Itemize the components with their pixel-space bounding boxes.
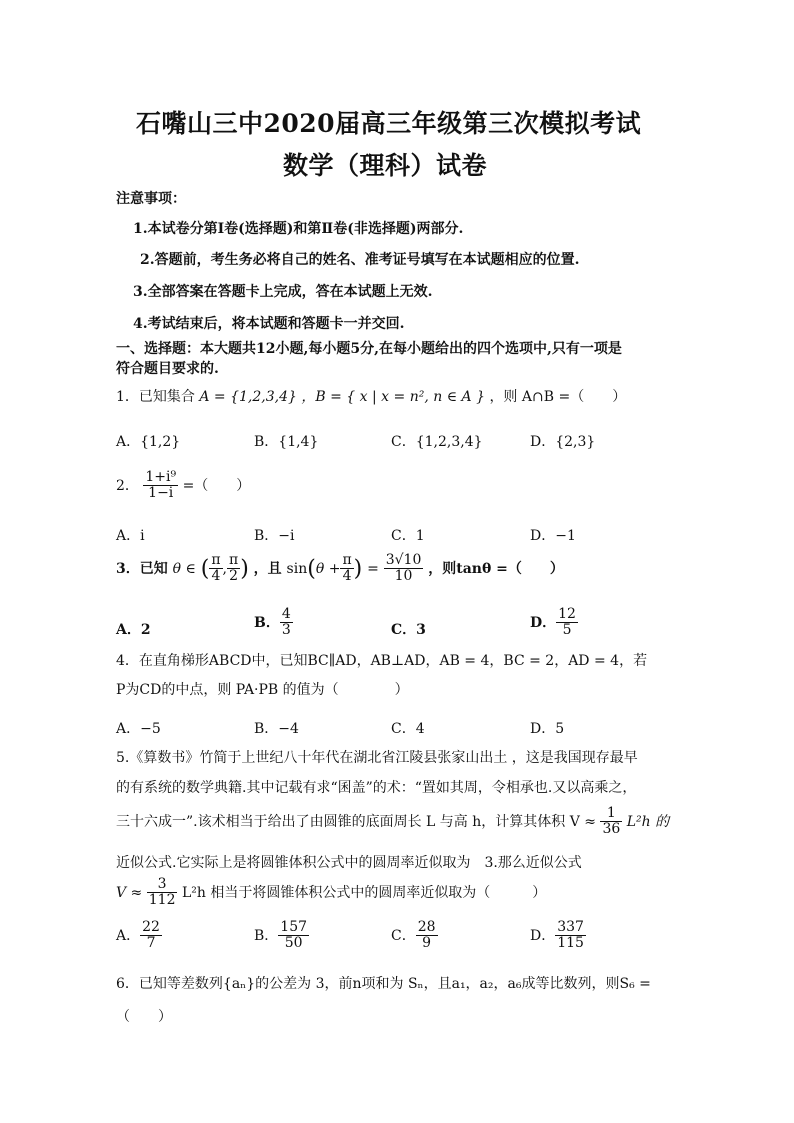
- exam-title: 石嘴山三中2020届高三年级第三次模拟考试: [136, 109, 642, 138]
- question-5-line3: [116, 806, 669, 838]
- q5-option-b-label: B．: [254, 927, 279, 944]
- q3-tail: ，则tanθ =（ ）: [428, 560, 564, 577]
- q5-line5-fraction: [147, 877, 178, 909]
- q2-denominator: 1−i: [148, 485, 174, 502]
- q2-tail: =（ ）: [182, 477, 251, 494]
- q3-sin: sin: [286, 560, 308, 577]
- q4-option-b: B．−4: [254, 721, 299, 737]
- q3-option-b-den: 3: [281, 622, 291, 639]
- q5-option-b-fraction: [278, 920, 309, 952]
- q3-theta-plus: θ +: [315, 560, 341, 577]
- q5-option-c: [391, 920, 438, 952]
- q5-option-a: [116, 920, 162, 952]
- q5-option-c-den: 9: [422, 935, 432, 952]
- q3-option-d-den: 5: [562, 622, 572, 639]
- q3-option-b-fraction: [280, 607, 293, 639]
- q1-option-d: D．{2,3}: [530, 434, 596, 450]
- question-5: 5.《算数书》竹简于上世纪八十年代在湖北省江陵县张家山出土 ，这是我国现存最早: [116, 750, 638, 766]
- section-heading-cont: 符合题目要求的.: [116, 361, 219, 377]
- q3-option-a: A．2: [116, 622, 151, 638]
- q5-option-c-fraction: [416, 920, 438, 952]
- question-4: 4．在直角梯形ABCD中，已知BC∥AD，AB⊥AD，AB = 4，BC = 2，AD = 4，若: [116, 653, 648, 669]
- q5-line5-num: 3: [147, 877, 178, 893]
- q3-theta-in: θ ∈: [172, 560, 196, 577]
- q5-option-b: [254, 920, 309, 952]
- question-1: [116, 386, 626, 408]
- q1-set-b-label: ，B =: [301, 389, 342, 405]
- q3-interval-high: [227, 553, 240, 585]
- q5-line3-text: 三十六成一”.该术相当于给出了由圆锥的底面周长 L 与高 h，计算其体积 V ≈: [116, 813, 597, 830]
- question-4-cont: P为CD的中点，则 PA·PB 的值为（ ）: [116, 682, 409, 698]
- q5-option-a-num: 22: [142, 919, 160, 935]
- q3-rhs-fraction: [384, 553, 424, 585]
- q3-option-d-num: 12: [558, 606, 576, 622]
- q2-prefix: 2．: [116, 477, 139, 494]
- q5-option-b-den: 50: [284, 935, 303, 952]
- q4-option-c: C．4: [391, 721, 425, 737]
- q5-option-d-den: 115: [557, 935, 584, 952]
- q2-option-b: B．−i: [254, 528, 295, 544]
- q3-interval-high-num: π: [229, 552, 239, 568]
- q3-four: 4: [342, 568, 352, 585]
- q3-pi-over-4: [340, 553, 353, 585]
- q2-fraction: [143, 470, 178, 502]
- q4-option-d: D．5: [530, 721, 565, 737]
- q3-option-b-num: 4: [281, 606, 291, 622]
- q1-tail: ，则 A∩B =（ ）: [489, 389, 627, 405]
- q3-pi: π: [342, 552, 352, 568]
- q5-option-d-fraction: [555, 920, 586, 952]
- q2-option-d: D．−1: [530, 528, 576, 544]
- q5-option-a-fraction: [140, 920, 162, 952]
- q5-line5-den: 112: [148, 892, 176, 909]
- q5-option-c-num: 28: [417, 919, 436, 935]
- q3-option-d-fraction: [556, 607, 578, 639]
- q5-option-a-label: A．: [116, 927, 141, 944]
- question-2: [116, 470, 250, 502]
- question-5-line4: 近似公式.它实际上是将圆锥体积公式中的圆周率近似取为 3.那么近似公式: [116, 855, 582, 871]
- q3-interval-low-den: 4: [211, 568, 221, 585]
- q5-line5-pre: V ≈: [116, 884, 143, 901]
- q3-option-d-label: D．: [530, 614, 557, 631]
- q4-option-a: A．−5: [116, 721, 161, 737]
- q3-option-b-label: B．: [254, 614, 280, 631]
- q3-rhs-num: 3√10: [385, 552, 422, 568]
- question-5-line5: [116, 877, 546, 909]
- q2-option-a: A．i: [116, 528, 145, 544]
- notice-item: 1.本试卷分第Ⅰ卷(选择题)和第Ⅱ卷(非选择题)两部分.: [133, 221, 464, 237]
- q1-set-a: A = {1,2,3,4}: [199, 389, 297, 405]
- question-3: 3．已知 θ ∈ ( $\frac{\pi}{4}$ , $\frac{\pi}{2}$ ) ，且 sin(θ + $\frac{\pi}{4}$ ) = $\frac{3√10}{10}$ ，则tanθ =（ ）: [116, 552, 564, 585]
- q3-interval-low: [209, 553, 222, 585]
- q5-option-b-num: 157: [280, 919, 308, 935]
- q1-set-b: { x | x = n², n ∈ A }: [346, 389, 485, 405]
- q1-option-c: C．{1,2,3,4}: [391, 434, 483, 450]
- q5-option-d-num: 337: [557, 919, 584, 935]
- q3-interval-low-num: π: [211, 552, 221, 568]
- q1-option-b: B．{1,4}: [254, 434, 319, 450]
- question-6-cont: （ ）: [116, 1009, 172, 1025]
- notice-item: 4.考试结束后，将本试题和答题卡一并交回.: [133, 316, 405, 332]
- question-5-line2: 的有系统的数学典籍.其中记载有求“囷盖”的术：“置如其周，令相承也.又以高乘之，: [116, 780, 637, 796]
- q5-line3-den: 36: [602, 821, 621, 838]
- notice-heading: 注意事项：: [116, 191, 186, 207]
- q3-option-c: C．3: [391, 622, 426, 638]
- q5-line5-post: L²h 相当于将圆锥体积公式中的圆周率近似取为（ ）: [181, 884, 547, 901]
- q3-interval-high-den: 2: [229, 568, 239, 585]
- question-6: 6．已知等差数列{aₙ}的公差为 3，前n项和为 Sₙ，且a₁，a₂，a₆成等比数列，则S₆ =: [116, 976, 651, 992]
- q1-option-a: A．{1,2}: [116, 434, 181, 450]
- q2-option-c: C．1: [391, 528, 425, 544]
- q5-line3-post: L²h 的: [626, 813, 670, 830]
- q1-prefix: 1．已知集合: [116, 389, 195, 405]
- q3-option-b: [254, 607, 293, 639]
- q3-prefix: 3．已知: [116, 560, 168, 577]
- q2-numerator: 1+i⁹: [145, 469, 177, 485]
- q5-option-d-label: D．: [530, 927, 556, 944]
- q5-line3-num: 1: [600, 806, 622, 822]
- q5-option-d: [530, 920, 586, 952]
- q3-rhs-den: 10: [394, 568, 413, 585]
- q5-option-a-den: 7: [146, 935, 156, 952]
- notice-item: 3.全部答案在答题卡上完成，答在本试题上无效.: [133, 284, 433, 300]
- q3-cond-pre: ，且: [253, 560, 282, 577]
- section-heading: 一、选择题：本大题共12小题,每小题5分,在每小题给出的四个选项中,只有一项是: [116, 341, 622, 357]
- q3-option-d: [530, 607, 578, 639]
- q5-line3-fraction: [600, 806, 622, 838]
- exam-subtitle: 数学（理科）试卷: [283, 151, 488, 180]
- notice-item: 2.答题前，考生务必将自己的姓名、准考证号填写在本试题相应的位置.: [140, 252, 580, 268]
- q5-option-c-label: C．: [391, 927, 416, 944]
